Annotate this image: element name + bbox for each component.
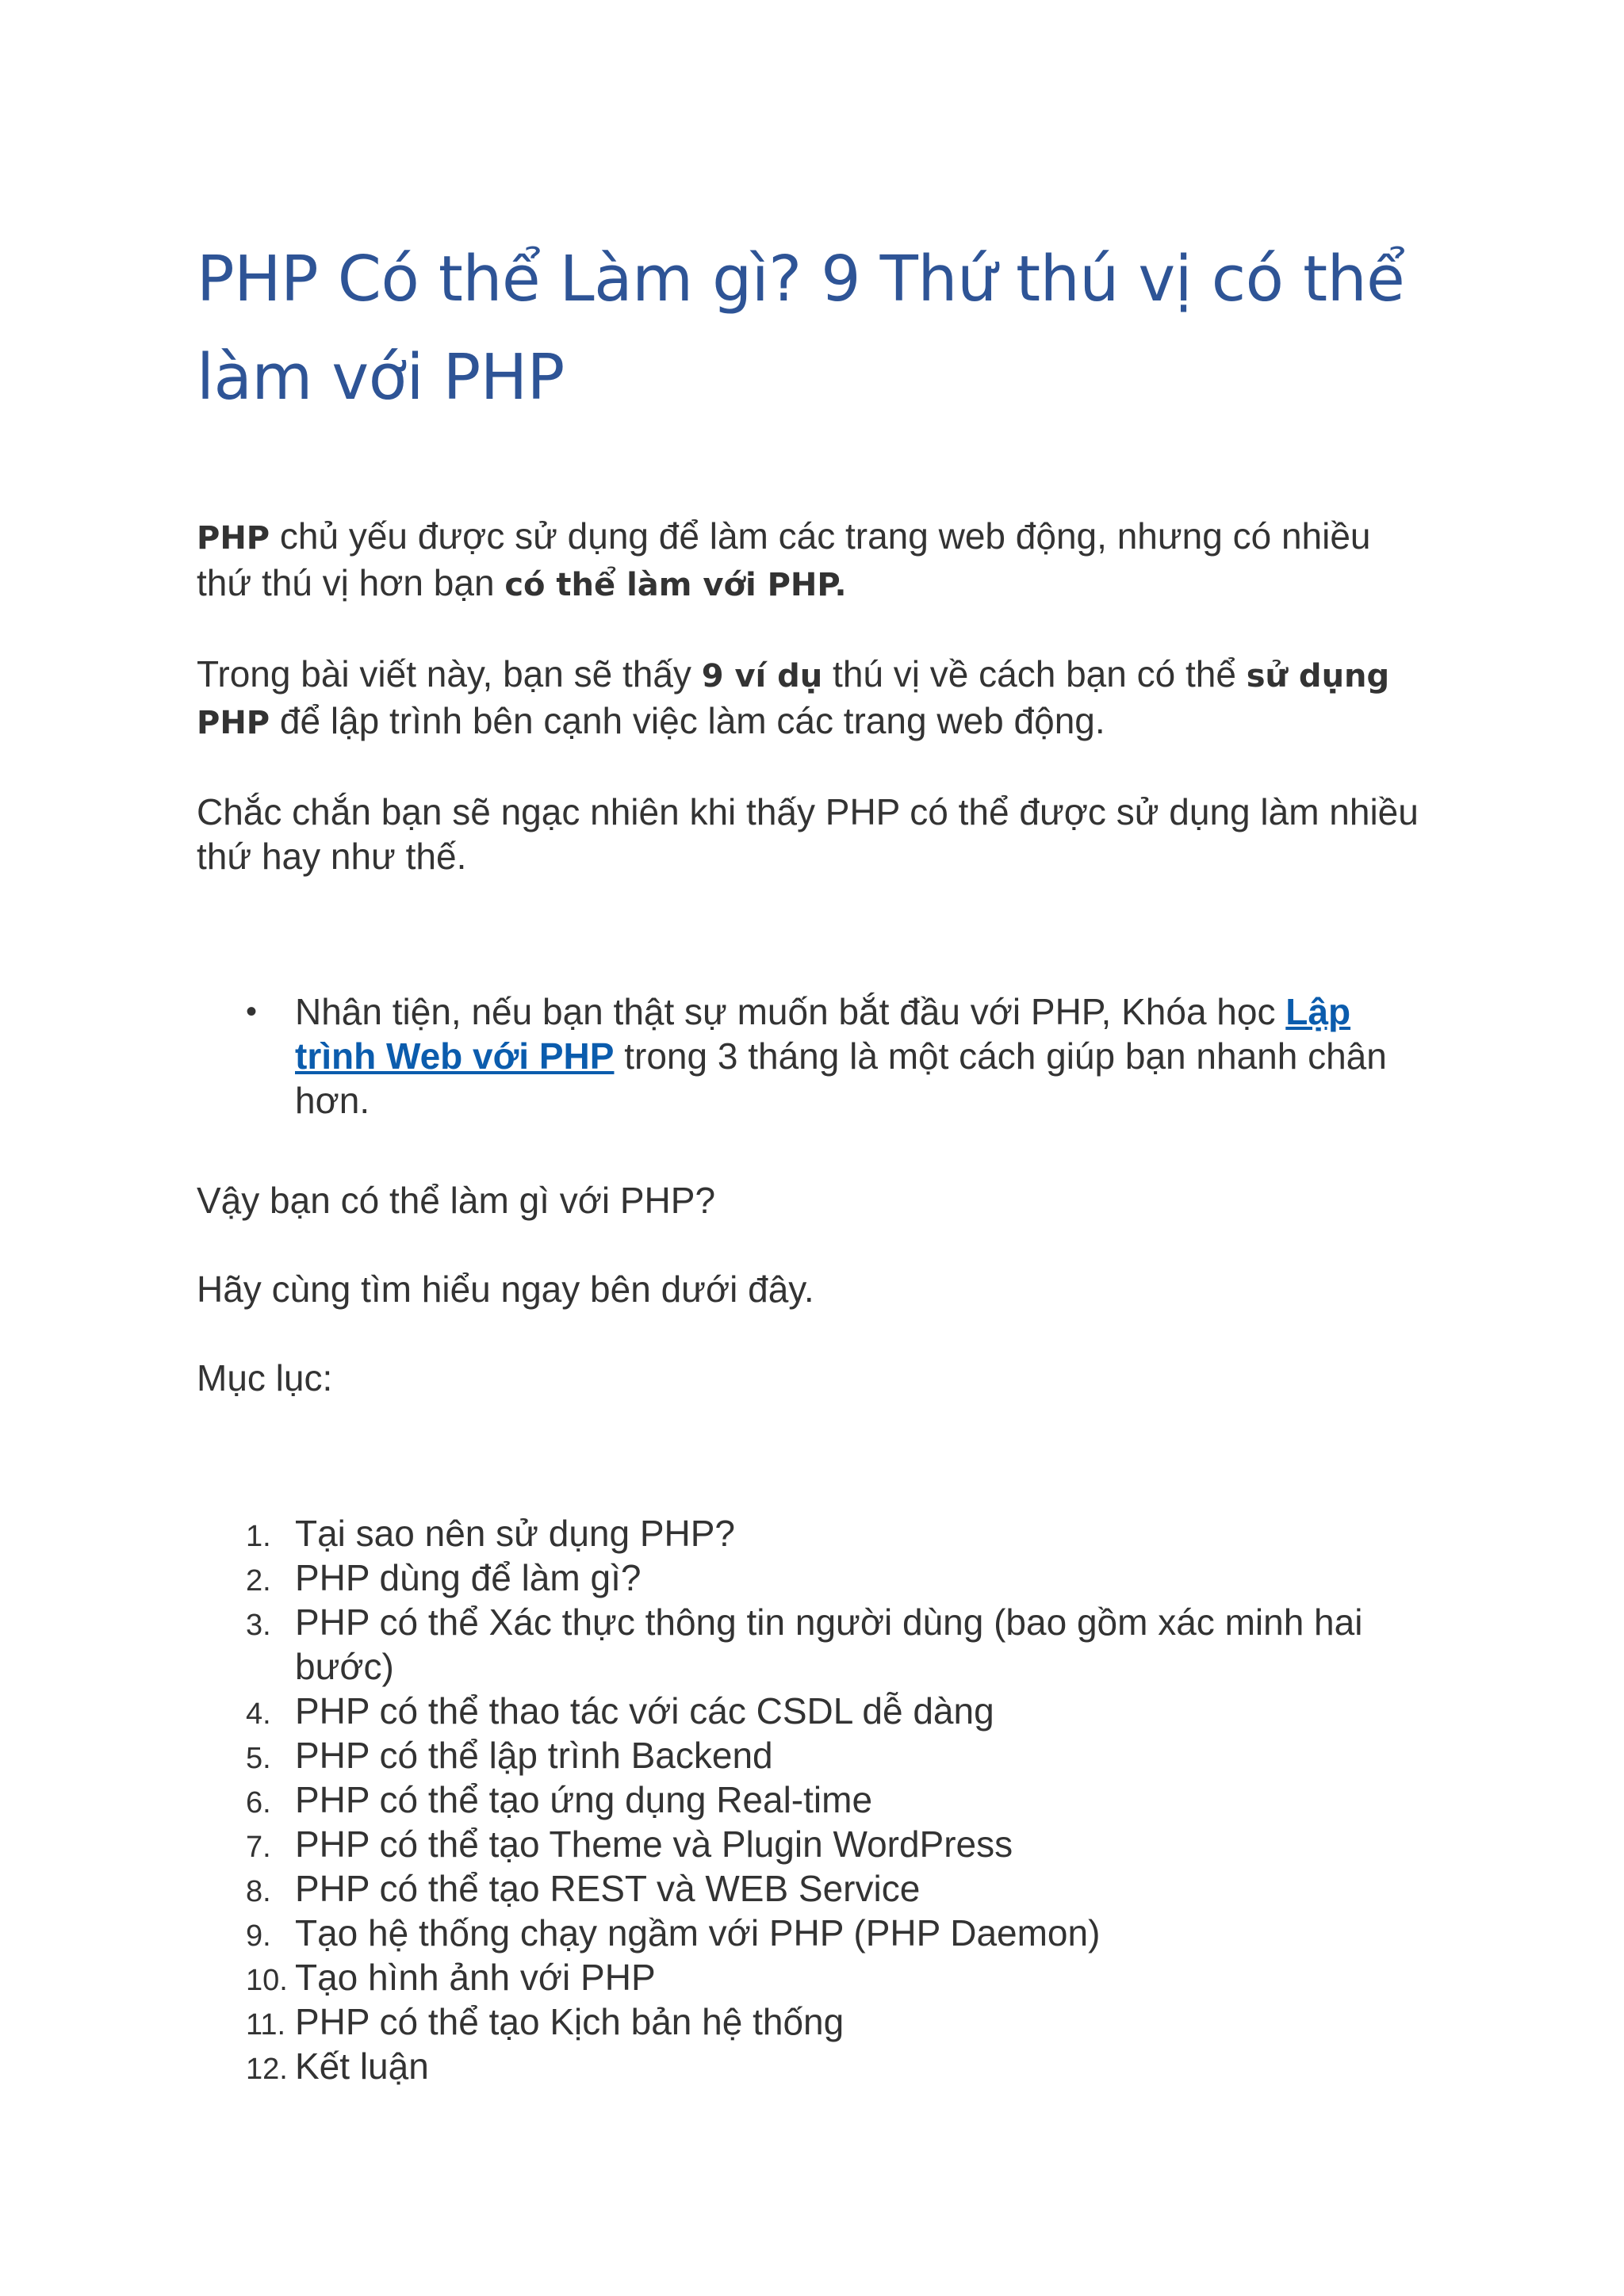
toc-item-number: 1. <box>246 1520 271 1553</box>
toc-item-number: 10. <box>246 1964 288 1997</box>
intro-paragraph <box>197 514 1426 607</box>
toc-item-number: 12. <box>246 2053 288 2086</box>
bullet-marker: • <box>246 994 258 1029</box>
examples-bold-2: sử dụng PHP <box>197 658 1390 741</box>
toc-item-text: PHP có thể thao tác với các CSDL dễ dàng <box>295 1690 994 1732</box>
title-line-2: làm với PHP <box>197 341 565 414</box>
toc-item-text: PHP có thể lập trình Backend <box>295 1735 773 1776</box>
toc-item-number: 9. <box>246 1919 271 1953</box>
bullet-list <box>197 989 1434 1123</box>
toc-item <box>197 1999 1386 2044</box>
toc-item-number: 5. <box>246 1742 271 1775</box>
toc-item <box>197 1556 1386 1600</box>
toc-item <box>197 1733 1386 1777</box>
toc-item-number: 8. <box>246 1875 271 1908</box>
toc-item-number: 6. <box>246 1786 271 1820</box>
intro-bold-end: có thể làm với PHP. <box>504 567 847 603</box>
question-paragraph: Vậy bạn có thể làm gì với PHP? <box>197 1180 716 1221</box>
intro-text: chủ yếu được sử dụng để làm các trang web động, nhưng có nhiều thứ thú vị hơn bạn <box>197 515 1371 603</box>
toc-item-text: PHP có thể tạo Theme và Plugin WordPress <box>295 1823 1013 1865</box>
toc-item-number: 2. <box>246 1564 271 1598</box>
toc-item <box>197 1689 1386 1733</box>
toc-item-number: 11. <box>246 2008 286 2042</box>
toc-label: Mục lục: <box>197 1357 333 1399</box>
toc-item <box>197 1911 1386 1955</box>
toc-item <box>197 1866 1386 1911</box>
title-line-1: PHP Có thể Làm gì? 9 Thứ thú vị có thể <box>197 243 1405 316</box>
toc-item-text: Tạo hình ảnh với PHP <box>295 1957 656 1998</box>
toc-item-text: Tại sao nên sử dụng PHP? <box>295 1513 736 1554</box>
toc-item <box>197 1822 1386 1866</box>
toc-item-text: Tạo hệ thống chạy ngầm với PHP (PHP Daemon) <box>295 1912 1101 1954</box>
toc-item <box>197 1955 1386 1999</box>
examples-text-3: để lập trình bên cạnh việc làm các trang web động. <box>270 700 1105 741</box>
toc-item <box>197 1600 1386 1689</box>
intro-bold-php: PHP <box>197 520 270 557</box>
bullet-text-1: Nhân tiện, nếu bạn thật sự muốn bắt đầu với PHP, Khóa học <box>295 991 1286 1032</box>
examples-paragraph <box>197 652 1426 745</box>
table-of-contents <box>197 1511 1386 2088</box>
toc-item-number: 3. <box>246 1609 271 1642</box>
page-title <box>197 230 1434 427</box>
course-link[interactable]: Lập trình Web với PHP <box>295 991 1351 1077</box>
toc-item-text: Kết luận <box>295 2045 429 2087</box>
explore-paragraph: Hãy cùng tìm hiểu ngay bên dưới đây. <box>197 1269 814 1310</box>
toc-item <box>197 1777 1386 1822</box>
toc-item-text: PHP có thể Xác thực thông tin người dùng (bao gồm xác minh hai bước) <box>295 1601 1363 1687</box>
toc-item <box>197 2044 1386 2088</box>
bullet-text-2: trong 3 tháng là một cách giúp bạn nhanh chân hơn. <box>295 1035 1387 1121</box>
document-content <box>197 230 1434 2088</box>
examples-bold-1: 9 ví dụ <box>701 658 823 695</box>
toc-item <box>197 1511 1386 1556</box>
toc-item-number: 4. <box>246 1697 271 1731</box>
toc-item-text: PHP có thể tạo REST và WEB Service <box>295 1868 921 1909</box>
list-item <box>197 989 1434 1123</box>
toc-item-number: 7. <box>246 1831 271 1864</box>
toc-item-text: PHP dùng để làm gì? <box>295 1557 642 1598</box>
examples-text-2: thú vị về cách bạn có thể <box>822 653 1247 695</box>
toc-item-text: PHP có thể tạo Kịch bản hệ thống <box>295 2001 845 2042</box>
surprise-paragraph: Chắc chắn bạn sẽ ngạc nhiên khi thấy PHP có thể được sử dụng làm nhiều thứ hay như thế. <box>197 791 1419 877</box>
toc-item-text: PHP có thể tạo ứng dụng Real-time <box>295 1779 873 1820</box>
examples-text-1: Trong bài viết này, bạn sẽ thấy <box>197 653 702 695</box>
